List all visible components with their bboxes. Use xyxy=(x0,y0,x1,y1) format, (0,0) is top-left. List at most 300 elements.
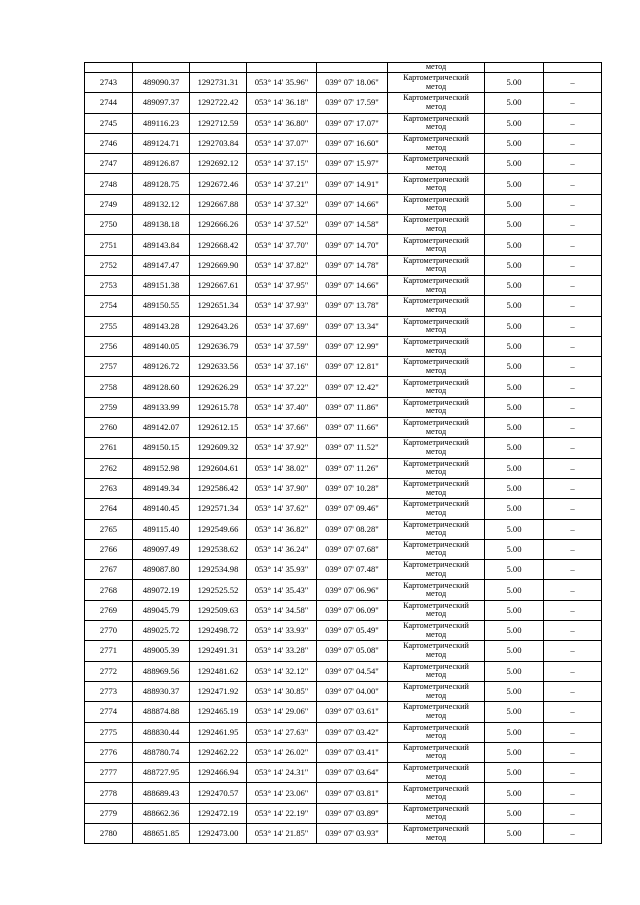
method-line-2: метод xyxy=(425,792,447,802)
y-coordinate-cell: 1292651.34 xyxy=(190,296,247,316)
latitude-cell: 053° 14' 37.70" xyxy=(247,235,317,255)
note-cell: – xyxy=(544,600,602,620)
method-line-1: Картометрический xyxy=(403,276,469,286)
method-line-2: метод xyxy=(425,832,447,842)
latitude-cell: 053° 14' 37.07" xyxy=(247,133,317,153)
x-coordinate-cell: 488969.56 xyxy=(133,661,190,681)
accuracy-cell: 5.00 xyxy=(485,580,544,600)
note-cell: – xyxy=(544,336,602,356)
method-line-1: Картометрический xyxy=(403,458,469,468)
accuracy-cell: 5.00 xyxy=(485,235,544,255)
y-coordinate-cell: 1292609.32 xyxy=(190,438,247,458)
longitude-cell: 039° 07' 14.66" xyxy=(317,275,388,295)
method-line-1: Картометрический xyxy=(403,194,469,204)
method-line-1: Картометрический xyxy=(403,113,469,123)
accuracy-cell: 5.00 xyxy=(485,803,544,823)
method-line-2: метод xyxy=(425,284,447,294)
accuracy-cell: 5.00 xyxy=(485,316,544,336)
point-number-cell: 2764 xyxy=(85,499,133,519)
point-number-cell: 2756 xyxy=(85,336,133,356)
accuracy-cell: 5.00 xyxy=(485,722,544,742)
longitude-cell: 039° 07' 17.59" xyxy=(317,93,388,113)
point-number-cell: 2755 xyxy=(85,316,133,336)
note-cell: – xyxy=(544,763,602,783)
table-row xyxy=(85,377,602,397)
method-line-2: метод xyxy=(425,609,447,619)
method-line-2: метод xyxy=(425,122,447,132)
point-number-cell: 2761 xyxy=(85,438,133,458)
method-cell xyxy=(388,783,485,803)
note-cell: – xyxy=(544,133,602,153)
latitude-cell: 053° 14' 37.22" xyxy=(247,377,317,397)
continuation-cell-method: метод xyxy=(388,63,485,73)
latitude-cell: 053° 14' 34.58" xyxy=(247,600,317,620)
longitude-cell: 039° 07' 14.78" xyxy=(317,255,388,275)
latitude-cell: 053° 14' 38.02" xyxy=(247,458,317,478)
point-number-cell: 2749 xyxy=(85,194,133,214)
point-number-cell: 2745 xyxy=(85,113,133,133)
x-coordinate-cell: 489140.45 xyxy=(133,499,190,519)
y-coordinate-cell: 1292470.57 xyxy=(190,783,247,803)
method-cell xyxy=(388,336,485,356)
method-line-1: Картометрический xyxy=(403,337,469,346)
x-coordinate-cell: 489138.18 xyxy=(133,215,190,235)
x-coordinate-cell: 489132.12 xyxy=(133,194,190,214)
method-line-1: Картометрический xyxy=(403,73,469,83)
method-cell xyxy=(388,73,485,93)
longitude-cell: 039° 07' 17.07" xyxy=(317,113,388,133)
method-line-1: Картометрический xyxy=(403,661,469,671)
accuracy-cell: 5.00 xyxy=(485,600,544,620)
method-cell xyxy=(388,600,485,620)
continuation-cell-accuracy xyxy=(485,63,544,73)
longitude-cell: 039° 07' 03.64" xyxy=(317,763,388,783)
longitude-cell: 039° 07' 11.86" xyxy=(317,397,388,417)
method-line-1: Картометрический xyxy=(403,824,469,834)
accuracy-cell: 5.00 xyxy=(485,174,544,194)
note-cell: – xyxy=(544,215,602,235)
note-cell: – xyxy=(544,438,602,458)
longitude-cell: 039° 07' 18.06" xyxy=(317,73,388,93)
note-cell: – xyxy=(544,823,602,843)
method-cell xyxy=(388,418,485,438)
accuracy-cell: 5.00 xyxy=(485,621,544,641)
method-line-1: Картометрический xyxy=(403,499,469,509)
point-number-cell: 2772 xyxy=(85,661,133,681)
method-cell xyxy=(388,763,485,783)
x-coordinate-cell: 489097.49 xyxy=(133,539,190,559)
method-cell xyxy=(388,539,485,559)
latitude-cell: 053° 14' 22.19" xyxy=(247,803,317,823)
table-row xyxy=(85,661,602,681)
longitude-cell: 039° 07' 12.42" xyxy=(317,377,388,397)
point-number-cell: 2780 xyxy=(85,823,133,843)
note-cell: – xyxy=(544,539,602,559)
point-number-cell: 2754 xyxy=(85,296,133,316)
x-coordinate-cell: 488689.43 xyxy=(133,783,190,803)
y-coordinate-cell: 1292667.88 xyxy=(190,194,247,214)
x-coordinate-cell: 489115.40 xyxy=(133,519,190,539)
point-number-cell: 2769 xyxy=(85,600,133,620)
note-cell: – xyxy=(544,702,602,722)
method-line-1: Картометрический xyxy=(403,519,469,529)
latitude-cell: 053° 14' 37.90" xyxy=(247,478,317,498)
accuracy-cell: 5.00 xyxy=(485,357,544,377)
latitude-cell: 053° 14' 21.85" xyxy=(247,823,317,843)
latitude-cell: 053° 14' 37.93" xyxy=(247,296,317,316)
longitude-cell: 039° 07' 11.52" xyxy=(317,438,388,458)
accuracy-cell: 5.00 xyxy=(485,194,544,214)
x-coordinate-cell: 489149.34 xyxy=(133,478,190,498)
method-cell xyxy=(388,661,485,681)
latitude-cell: 053° 14' 37.82" xyxy=(247,255,317,275)
method-line-1: Картометрический xyxy=(403,742,469,752)
method-cell xyxy=(388,154,485,174)
method-cell xyxy=(388,113,485,133)
table-row xyxy=(85,519,602,539)
longitude-cell: 039° 07' 08.28" xyxy=(317,519,388,539)
table-row xyxy=(85,823,602,843)
method-cell xyxy=(388,621,485,641)
method-line-2: метод xyxy=(425,325,447,335)
x-coordinate-cell: 488651.85 xyxy=(133,823,190,843)
accuracy-cell: 5.00 xyxy=(485,73,544,93)
method-line-1: Картометрический xyxy=(403,580,469,590)
method-line-1: Картометрический xyxy=(403,397,469,407)
table-row xyxy=(85,133,602,153)
note-cell: – xyxy=(544,783,602,803)
table-row xyxy=(85,215,602,235)
x-coordinate-cell: 489150.15 xyxy=(133,438,190,458)
latitude-cell: 053° 14' 37.92" xyxy=(247,438,317,458)
latitude-cell: 053° 14' 36.82" xyxy=(247,519,317,539)
point-number-cell: 2746 xyxy=(85,133,133,153)
method-line-2: метод xyxy=(425,244,447,254)
note-cell: – xyxy=(544,560,602,580)
y-coordinate-cell: 1292472.19 xyxy=(190,803,247,823)
method-cell xyxy=(388,133,485,153)
method-line-1: Картометрический xyxy=(403,418,469,428)
continuation-cell-y xyxy=(190,63,247,73)
longitude-cell: 039° 07' 11.26" xyxy=(317,458,388,478)
point-number-cell: 2773 xyxy=(85,681,133,701)
table-row xyxy=(85,336,602,356)
note-cell: – xyxy=(544,641,602,661)
latitude-cell: 053° 14' 32.12" xyxy=(247,661,317,681)
table-row xyxy=(85,621,602,641)
table-row xyxy=(85,113,602,133)
longitude-cell: 039° 07' 11.66" xyxy=(317,418,388,438)
accuracy-cell: 5.00 xyxy=(485,215,544,235)
table-row xyxy=(85,93,602,113)
latitude-cell: 053° 14' 26.02" xyxy=(247,742,317,762)
table-row xyxy=(85,73,602,93)
point-number-cell: 2763 xyxy=(85,478,133,498)
note-cell: – xyxy=(544,235,602,255)
method-line-2: метод xyxy=(425,812,447,822)
latitude-cell: 053° 14' 33.93" xyxy=(247,621,317,641)
note-cell: – xyxy=(544,499,602,519)
latitude-cell: 053° 14' 37.95" xyxy=(247,275,317,295)
y-coordinate-cell: 1292509.63 xyxy=(190,600,247,620)
point-number-cell: 2757 xyxy=(85,357,133,377)
latitude-cell: 053° 14' 36.80" xyxy=(247,113,317,133)
point-number-cell: 2779 xyxy=(85,803,133,823)
table-row xyxy=(85,174,602,194)
y-coordinate-cell: 1292473.00 xyxy=(190,823,247,843)
longitude-cell: 039° 07' 12.81" xyxy=(317,357,388,377)
method-line-2: метод xyxy=(425,304,447,314)
point-number-cell: 2767 xyxy=(85,560,133,580)
accuracy-cell: 5.00 xyxy=(485,499,544,519)
method-line-1: Картометрический xyxy=(403,296,469,306)
longitude-cell: 039° 07' 07.68" xyxy=(317,539,388,559)
point-number-cell: 2748 xyxy=(85,174,133,194)
x-coordinate-cell: 489150.55 xyxy=(133,296,190,316)
method-cell xyxy=(388,823,485,843)
method-line-2: метод xyxy=(425,649,447,659)
accuracy-cell: 5.00 xyxy=(485,397,544,417)
latitude-cell: 053° 14' 37.15" xyxy=(247,154,317,174)
x-coordinate-cell: 489126.87 xyxy=(133,154,190,174)
y-coordinate-cell: 1292471.92 xyxy=(190,681,247,701)
accuracy-cell: 5.00 xyxy=(485,336,544,356)
method-line-1: Картометрический xyxy=(403,438,469,448)
method-line-2: метод xyxy=(425,223,447,233)
y-coordinate-cell: 1292571.34 xyxy=(190,499,247,519)
method-line-2: метод xyxy=(425,731,447,741)
longitude-cell: 039° 07' 05.08" xyxy=(317,641,388,661)
y-coordinate-cell: 1292672.46 xyxy=(190,174,247,194)
longitude-cell: 039° 07' 03.42" xyxy=(317,722,388,742)
latitude-cell: 053° 14' 37.21" xyxy=(247,174,317,194)
y-coordinate-cell: 1292481.62 xyxy=(190,661,247,681)
y-coordinate-cell: 1292491.31 xyxy=(190,641,247,661)
note-cell: – xyxy=(544,722,602,742)
method-cell xyxy=(388,702,485,722)
latitude-cell: 053° 14' 35.93" xyxy=(247,560,317,580)
table-row xyxy=(85,397,602,417)
accuracy-cell: 5.00 xyxy=(485,783,544,803)
y-coordinate-cell: 1292465.19 xyxy=(190,702,247,722)
method-cell xyxy=(388,397,485,417)
method-line-1: Картометрический xyxy=(403,560,469,570)
method-line-2: метод xyxy=(425,629,447,639)
continuation-cell-x xyxy=(133,63,190,73)
table-row xyxy=(85,539,602,559)
note-cell: – xyxy=(544,113,602,133)
note-cell: – xyxy=(544,357,602,377)
continuation-row xyxy=(85,63,602,73)
continuation-cell-lon xyxy=(317,63,388,73)
continuation-cell-number xyxy=(85,63,133,73)
method-line-2: метод xyxy=(425,568,447,578)
note-cell: – xyxy=(544,255,602,275)
method-line-2: метод xyxy=(425,183,447,193)
accuracy-cell: 5.00 xyxy=(485,478,544,498)
table-row xyxy=(85,296,602,316)
coordinates-table xyxy=(84,62,602,844)
method-cell xyxy=(388,93,485,113)
longitude-cell: 039° 07' 03.61" xyxy=(317,702,388,722)
latitude-cell: 053° 14' 37.59" xyxy=(247,336,317,356)
point-number-cell: 2765 xyxy=(85,519,133,539)
note-cell: – xyxy=(544,478,602,498)
x-coordinate-cell: 489116.23 xyxy=(133,113,190,133)
note-cell: – xyxy=(544,174,602,194)
method-cell xyxy=(388,215,485,235)
x-coordinate-cell: 488930.37 xyxy=(133,681,190,701)
method-cell xyxy=(388,296,485,316)
latitude-cell: 053° 14' 37.32" xyxy=(247,194,317,214)
point-number-cell: 2752 xyxy=(85,255,133,275)
table-row xyxy=(85,275,602,295)
note-cell: – xyxy=(544,377,602,397)
method-line-1: Картометрический xyxy=(403,682,469,692)
x-coordinate-cell: 488780.74 xyxy=(133,742,190,762)
longitude-cell: 039° 07' 03.89" xyxy=(317,803,388,823)
longitude-cell: 039° 07' 15.97" xyxy=(317,154,388,174)
method-line-1: Картометрический xyxy=(403,235,469,245)
y-coordinate-cell: 1292549.66 xyxy=(190,519,247,539)
point-number-cell: 2743 xyxy=(85,73,133,93)
x-coordinate-cell: 489097.37 xyxy=(133,93,190,113)
point-number-cell: 2758 xyxy=(85,377,133,397)
y-coordinate-cell: 1292525.52 xyxy=(190,580,247,600)
method-line-2: метод xyxy=(425,203,447,213)
table-row xyxy=(85,641,602,661)
method-line-2: метод xyxy=(425,528,447,538)
longitude-cell: 039° 07' 14.66" xyxy=(317,194,388,214)
note-cell: – xyxy=(544,458,602,478)
accuracy-cell: 5.00 xyxy=(485,681,544,701)
method-line-2: метод xyxy=(425,670,447,680)
latitude-cell: 053° 14' 37.40" xyxy=(247,397,317,417)
method-line-1: Картометрический xyxy=(403,722,469,732)
x-coordinate-cell: 488662.36 xyxy=(133,803,190,823)
latitude-cell: 053° 14' 35.96" xyxy=(247,73,317,93)
x-coordinate-cell: 489133.99 xyxy=(133,397,190,417)
note-cell: – xyxy=(544,621,602,641)
table-row xyxy=(85,560,602,580)
longitude-cell: 039° 07' 13.34" xyxy=(317,316,388,336)
method-line-2: метод xyxy=(425,710,447,720)
table-row xyxy=(85,458,602,478)
method-line-1: Картометрический xyxy=(403,702,469,712)
x-coordinate-cell: 489025.72 xyxy=(133,621,190,641)
accuracy-cell: 5.00 xyxy=(485,539,544,559)
point-number-cell: 2768 xyxy=(85,580,133,600)
method-line-2: метод xyxy=(425,365,447,375)
method-line-2: метод xyxy=(425,406,447,416)
method-cell xyxy=(388,255,485,275)
method-line-2: метод xyxy=(425,771,447,781)
x-coordinate-cell: 489152.98 xyxy=(133,458,190,478)
method-line-2: метод xyxy=(425,548,447,558)
method-line-1: Картометрический xyxy=(403,600,469,610)
point-number-cell: 2753 xyxy=(85,275,133,295)
x-coordinate-cell: 489090.37 xyxy=(133,73,190,93)
longitude-cell: 039° 07' 03.81" xyxy=(317,783,388,803)
longitude-cell: 039° 07' 14.91" xyxy=(317,174,388,194)
y-coordinate-cell: 1292668.42 xyxy=(190,235,247,255)
method-cell xyxy=(388,377,485,397)
x-coordinate-cell: 489072.19 xyxy=(133,580,190,600)
method-line-1: Картометрический xyxy=(403,479,469,489)
x-coordinate-cell: 489045.79 xyxy=(133,600,190,620)
method-cell xyxy=(388,174,485,194)
method-line-1: Картометрический xyxy=(403,621,469,631)
table-row xyxy=(85,316,602,336)
continuation-cell-note xyxy=(544,63,602,73)
point-number-cell: 2777 xyxy=(85,763,133,783)
point-number-cell: 2778 xyxy=(85,783,133,803)
method-cell xyxy=(388,194,485,214)
y-coordinate-cell: 1292462.22 xyxy=(190,742,247,762)
accuracy-cell: 5.00 xyxy=(485,560,544,580)
point-number-cell: 2750 xyxy=(85,215,133,235)
y-coordinate-cell: 1292534.98 xyxy=(190,560,247,580)
longitude-cell: 039° 07' 04.54" xyxy=(317,661,388,681)
y-coordinate-cell: 1292604.61 xyxy=(190,458,247,478)
note-cell: – xyxy=(544,397,602,417)
method-line-1: Картометрический xyxy=(403,763,469,773)
x-coordinate-cell: 489140.05 xyxy=(133,336,190,356)
note-cell: – xyxy=(544,661,602,681)
x-coordinate-cell: 489128.60 xyxy=(133,377,190,397)
accuracy-cell: 5.00 xyxy=(485,823,544,843)
latitude-cell: 053° 14' 36.24" xyxy=(247,539,317,559)
latitude-cell: 053° 14' 37.16" xyxy=(247,357,317,377)
accuracy-cell: 5.00 xyxy=(485,255,544,275)
note-cell: – xyxy=(544,296,602,316)
y-coordinate-cell: 1292461.95 xyxy=(190,722,247,742)
note-cell: – xyxy=(544,742,602,762)
accuracy-cell: 5.00 xyxy=(485,377,544,397)
method-cell xyxy=(388,499,485,519)
method-cell xyxy=(388,235,485,255)
method-line-1: Картометрический xyxy=(403,783,469,793)
longitude-cell: 039° 07' 10.28" xyxy=(317,478,388,498)
x-coordinate-cell: 488830.44 xyxy=(133,722,190,742)
note-cell: – xyxy=(544,418,602,438)
y-coordinate-cell: 1292703.84 xyxy=(190,133,247,153)
accuracy-cell: 5.00 xyxy=(485,93,544,113)
table-row xyxy=(85,722,602,742)
y-coordinate-cell: 1292615.78 xyxy=(190,397,247,417)
point-number-cell: 2751 xyxy=(85,235,133,255)
accuracy-cell: 5.00 xyxy=(485,438,544,458)
longitude-cell: 039° 07' 14.58" xyxy=(317,215,388,235)
x-coordinate-cell: 489126.72 xyxy=(133,357,190,377)
note-cell: – xyxy=(544,803,602,823)
method-line-1: Картометрический xyxy=(403,134,469,144)
method-cell xyxy=(388,641,485,661)
accuracy-cell: 5.00 xyxy=(485,641,544,661)
method-line-1: Картометрический xyxy=(403,641,469,651)
longitude-cell: 039° 07' 06.09" xyxy=(317,600,388,620)
point-number-cell: 2771 xyxy=(85,641,133,661)
longitude-cell: 039° 07' 04.00" xyxy=(317,681,388,701)
x-coordinate-cell: 489005.39 xyxy=(133,641,190,661)
method-cell xyxy=(388,681,485,701)
x-coordinate-cell: 488727.95 xyxy=(133,763,190,783)
x-coordinate-cell: 488874.88 xyxy=(133,702,190,722)
method-line-1: Картометрический xyxy=(403,154,469,164)
longitude-cell: 039° 07' 05.49" xyxy=(317,621,388,641)
latitude-cell: 053° 14' 23.06" xyxy=(247,783,317,803)
point-number-cell: 2770 xyxy=(85,621,133,641)
